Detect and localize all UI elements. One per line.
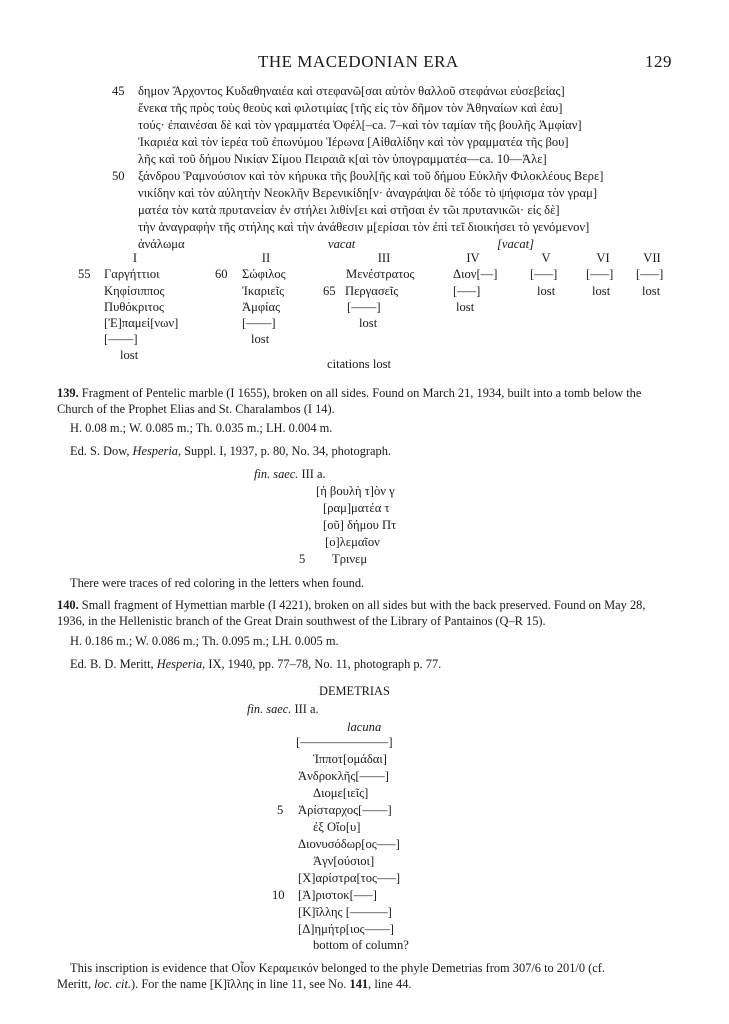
entry-140-conclusion-line2 — [57, 977, 412, 992]
greek-line: δημον Ἄρχοντος Κυδαθηναιέα καὶ στεφανῶ[σαι αὐτὸν θαλλοῦ στεφάνωι εὐσεβείας] — [138, 84, 565, 98]
name-entry: Ἀμφίας — [242, 300, 281, 314]
name-entry: [Ἐ]παμεί[νων] — [104, 316, 179, 330]
greek-line: ματέα τὸν κατὰ πρυτανείαν ἐν στήλει λιθίν[ει καὶ στῆσαι ἐν τῶι πρυτανικῶι· εἰς δὲ] — [138, 203, 560, 217]
citations-note: citations lost — [327, 357, 392, 371]
lost-label: lost — [642, 284, 661, 298]
greek-line: Διονυσόδωρ[ος–––] — [298, 837, 400, 851]
greek-line: [––––––––––––––] — [296, 735, 393, 749]
entry-139-note: There were traces of red coloring in the letters when found. — [70, 576, 365, 590]
journal-title: Hesperia — [156, 657, 203, 671]
entry-140-description — [57, 597, 673, 629]
lacuna-label: lacuna — [347, 720, 382, 734]
name-entry: Ἰκαριεῖς — [242, 284, 285, 298]
conclusion-text: Meritt, — [57, 977, 95, 991]
greek-line: Ἀγν[ούσιοι] — [313, 854, 375, 868]
greek-line: [οῦ] δήμου Πτ — [323, 518, 397, 532]
name-entry: [––––] — [347, 300, 381, 314]
entry-140-dimensions: H. 0.186 m.; W. 0.086 m.; Th. 0.095 m.; LH. 0.005 m. — [70, 634, 339, 648]
greek-line: Διομε[ιεῖς] — [313, 786, 369, 800]
column-heading: VI — [596, 251, 610, 265]
entry-140-edition — [70, 657, 441, 672]
line-number: 60 — [215, 267, 228, 281]
edition-prefix: Ed. B. D. Meritt, — [70, 657, 157, 671]
greek-line: [ἡ βουλὴ τ]ὸν γ — [316, 484, 395, 498]
name-entry: Περγασεῖς — [345, 284, 399, 298]
greek-line: τὴν ἀναγραφὴν τῆς στήλης καὶ τὴν ἀνάθεσιν μ[ερίσαι τὸν ἐπὶ τεῖ διοικήσει τὸ γενόμενον] — [138, 220, 590, 234]
greek-line: λῆς καὶ τοῦ δήμου Νικίαν Σίμου Πειραιᾶ κ[αὶ τὸν ὑπογραμματέα––ca. 10––Ἀλε] — [138, 152, 547, 166]
greek-line: [Κ]ῖλλης [––––––] — [298, 905, 392, 919]
greek-line: Ἰκαριέα καὶ τὸν ἱερέα τοῦ ἐπωνύμου Ἱέρωνα [Αἰθαλίδην καὶ τὸν γραμματέα τῆς βου] — [138, 135, 569, 149]
greek-line: [ραμ]ματέα τ — [323, 501, 390, 515]
column-heading: I — [132, 251, 138, 265]
greek-line: νικίδην καὶ τὸν αὐλητὴν Νεοκλῆν Βερενικίδη[ν· ἀναγράψαι δὲ τόδε τὸ ψήφισμα τὸν γραμ] — [138, 186, 598, 200]
entry-140-conclusion-line1: This inscription is evidence that Οἶον Κεραμεικόν belonged to the phyle Demetrias from 307/6 to 201/0 (cf. — [70, 961, 605, 975]
name-entry: Γαργήττιοι — [104, 267, 160, 281]
cross-reference: 141 — [349, 977, 369, 991]
name-entry: Διον[––] — [453, 267, 498, 281]
vacat-label: vacat — [328, 237, 356, 251]
name-entry: Σώφιλος — [242, 267, 286, 281]
loc-cit: loc. cit. — [94, 977, 131, 991]
lost-label: lost — [456, 300, 475, 314]
lost-label: lost — [537, 284, 556, 298]
name-entry: Κηφίσιππος — [104, 284, 165, 298]
lost-label: lost — [592, 284, 611, 298]
edition-suffix: , Suppl. I, 1937, p. 80, No. 34, photograph. — [177, 444, 392, 458]
greek-line: ἐξ Οἴο[υ] — [313, 820, 361, 834]
column-heading: IV — [466, 251, 480, 265]
entry-140-date — [247, 702, 319, 717]
date-roman: III a. — [294, 702, 319, 716]
lost-label: lost — [251, 332, 270, 346]
line-number: 10 — [272, 888, 285, 902]
name-entry: Πυθόκριτος — [104, 300, 165, 314]
name-entry: [–––] — [586, 267, 614, 281]
name-entry: Μενέστρατος — [346, 267, 415, 281]
name-entry: [––––] — [242, 316, 276, 330]
entry-139-date — [254, 467, 326, 482]
entry-number: 139. — [57, 386, 79, 400]
name-entry: [–––] — [530, 267, 558, 281]
column-heading: III — [377, 251, 391, 265]
conclusion-text: ). For the name [Κ]ῖλλης in line 11, see No. — [131, 977, 350, 991]
edition-prefix: Ed. S. Dow, — [70, 444, 133, 458]
entry-139-dimensions: H. 0.08 m.; W. 0.085 m.; Th. 0.035 m.; LH. 0.004 m. — [70, 421, 333, 435]
greek-line: Τρινεμ — [332, 552, 368, 566]
line-number: 5 — [277, 803, 284, 817]
description-text: Fragment of Pentelic marble (I 1655), broken on all sides. Found on March 21, 1934, built into a tomb below the Church of the Prophet Elias and St. Charalambos (I 14). — [57, 386, 642, 416]
entry-140-heading: DEMETRIAS — [319, 684, 390, 698]
running-title: THE MACEDONIAN ERA — [258, 52, 459, 71]
greek-line: ξάνδρου Ῥαμνούσιον καὶ τὸν κήρυκα τῆς βουλ[ῆς καὶ τοῦ δήμου Εὐκλῆν Φιλοκλέους Βερε] — [138, 169, 604, 183]
entry-number: 140. — [57, 598, 79, 612]
name-entry: [––––] — [104, 332, 138, 346]
line-number: 65 — [323, 284, 336, 298]
greek-line: Ἱπποτ[ομάδαι] — [313, 752, 387, 766]
date-italic: fin. saec. — [254, 467, 299, 481]
name-entry: [–––] — [636, 267, 664, 281]
greek-line: Ἀρίσταρχος[––––] — [298, 803, 392, 817]
bottom-note: bottom of column? — [313, 938, 409, 952]
date-roman: III a. — [301, 467, 326, 481]
greek-line: [Χ]αρίστρα[τος–––] — [298, 871, 401, 885]
name-entry: [–––] — [453, 284, 481, 298]
greek-line: [Ἀ]ριστοκ[–––] — [298, 888, 377, 902]
line-number: 45 — [112, 84, 125, 98]
vacat-label: [vacat] — [497, 237, 535, 251]
description-text: Small fragment of Hymettian marble (I 4221), broken on all sides but with the back preserved. Found on May 28, 1936, in the Hellenistic branch of the Great Drain southwest of the Library of Pantainos (Q–R 15). — [57, 598, 646, 628]
entry-139-edition — [70, 444, 391, 459]
greek-line: ἕνεκα τῆς πρὸς τοὺς θεοὺς καὶ φιλοτιμίας [τῆς εἰς τὸν δῆμον τὸν Ἀθηναίων καὶ ἐαυ] — [138, 101, 563, 115]
line-number: 5 — [299, 552, 306, 566]
entry-139-description — [57, 385, 673, 417]
lost-label: lost — [359, 316, 378, 330]
conclusion-text: , line 44. — [368, 977, 412, 991]
lost-label: lost — [120, 348, 139, 362]
date-italic: fin. saec. — [247, 702, 292, 716]
column-heading: II — [261, 251, 271, 265]
greek-line: [Δ]ημήτρ[ιος––––] — [298, 922, 395, 936]
line-number: 50 — [112, 169, 125, 183]
line-number: 55 — [78, 267, 91, 281]
greek-line: Ἀνδροκλῆς[––––] — [298, 769, 389, 783]
greek-line: [ο]λεμαῖον — [325, 535, 380, 549]
journal-title: Hesperia — [132, 444, 178, 458]
page-number: 129 — [645, 52, 672, 71]
greek-line: τούς· ἐπαινέσαι δὲ καὶ τὸν γραμματέα Ὀφέλ[–ca. 7–καὶ τὸν ταμίαν τῆς βουλῆς Ἀμφίαν] — [138, 118, 582, 132]
column-heading: V — [541, 251, 551, 265]
edition-suffix: , IX, 1940, pp. 77–78, No. 11, photograph p. 77. — [202, 657, 442, 671]
column-heading: VII — [643, 251, 661, 265]
greek-line: ἀνάλωμα — [138, 237, 185, 251]
